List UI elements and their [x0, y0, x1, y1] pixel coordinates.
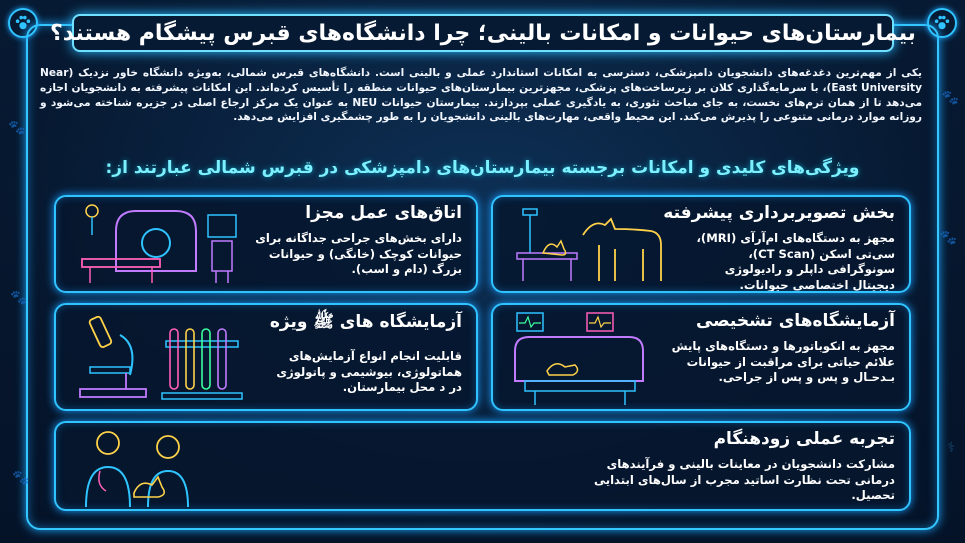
card-text: مشارکت دانشجویان در معاینات بالینی و فرآیندهای درمانی تحت نظارت اساتید مجرب از سال‌های ابتدایی تحصیل. — [593, 457, 895, 502]
stethoscope-icon — [99, 471, 106, 491]
card-title: بخش تصویربرداری پیشرفته — [663, 203, 895, 223]
paw-icon: 🐾 — [8, 120, 26, 136]
paw-icon — [8, 8, 38, 38]
microscope-icon — [70, 311, 250, 407]
intro-paragraph: یکی از مهم‌ترین دغدغه‌های دانشجویان دامپزشکی، دسترسی به امکانات استاندارد عملی و بالینی است. دانشگاه‌های قبرس شمالی، به‌ویژه دانشگاه خاور نزدیک (Near East University)، با سرمایه‌گذاری کلان بر زیرساخت‌های پزشکی، مجهزترین بیمارستان‌های حیوانات منطقه را تأسیس کرده‌اند. این امکانات پیشرفته به دانشجویان اجازه می‌دهد تا از همان ترم‌های نخست، به جای مباحث تئوری، به یادگیری عملی بپردازند. بیمارستان حیوانات NEU به عنوان یک مرکز ارجاع اصلی در جزیره شناخته می‌شود و روزانه موارد درمانی متنوعی را پذیرش می‌کند. این محیط واقعی، مهارت‌های بالینی دانشجویان را به طور چشمگیری افزایش می‌دهد. — [40, 67, 923, 124]
card-text: مجهز به دستگاه‌های ام‌آرآی (MRI)، سی‌تی اسکن (CT Scan)، سونوگرافی داپلر و رادیولوژی دیجیتال اختصاصی حیوانات. — [696, 231, 895, 292]
paw-icon: 🐾 — [939, 230, 957, 246]
card-surgery — [54, 195, 478, 293]
vet-with-dog-icon — [74, 427, 214, 509]
card-lab — [54, 303, 478, 411]
horse-icon — [503, 205, 683, 287]
mri-scanner-icon — [66, 201, 246, 289]
card-title: آزمایشگاه های ﷺ ویژه — [269, 312, 462, 332]
paw-icon: 🐾 — [941, 90, 959, 106]
test-tubes-icon — [162, 329, 242, 399]
card-title: اتاق‌های عمل مجزا — [305, 203, 462, 223]
paw-icon: 🐾 — [12, 470, 30, 486]
card-text: مجهز به انکوباتورها و دستگاه‌های پایش علائم حیاتی برای مراقبت از حیوانات بـدحـال و پس و پس از جراحی. — [671, 339, 895, 384]
card-text: دارای بخش‌های جراحی جداگانه برای حیوانات کوچک (خانگی) و حیوانات بزرگ (دام و اسب). — [255, 231, 462, 276]
card-imaging — [491, 195, 911, 293]
card-title: تجربه عملی زودهنگام — [713, 429, 895, 449]
section-heading: ویژگی‌های کلیدی و امکانات برجسته بیمارستان‌های دامپزشکی در قبرس شمالی عبارتند از: — [105, 158, 860, 178]
card-text: قابلیت انجام انواع آزمایش‌های هماتولوژی، بیوشیمی و پاتولوژی در د محل بیمارستان. — [276, 349, 462, 394]
card-title: آزمایشگاه‌های تشخیصی — [695, 311, 895, 331]
caduceus-icon: ⚕ — [947, 440, 955, 456]
card-diagnostic — [491, 303, 911, 411]
incubator-icon — [507, 311, 657, 407]
title-banner — [50, 14, 916, 52]
page-title: بیمارستان‌های حیوانات و امکانات بالینی؛ چرا دانشگاه‌های قبرس پیشگام هستند؟ — [50, 20, 916, 46]
paw-icon — [927, 8, 957, 38]
paw-icon: 🐾 — [10, 290, 28, 306]
card-practice — [54, 421, 911, 511]
